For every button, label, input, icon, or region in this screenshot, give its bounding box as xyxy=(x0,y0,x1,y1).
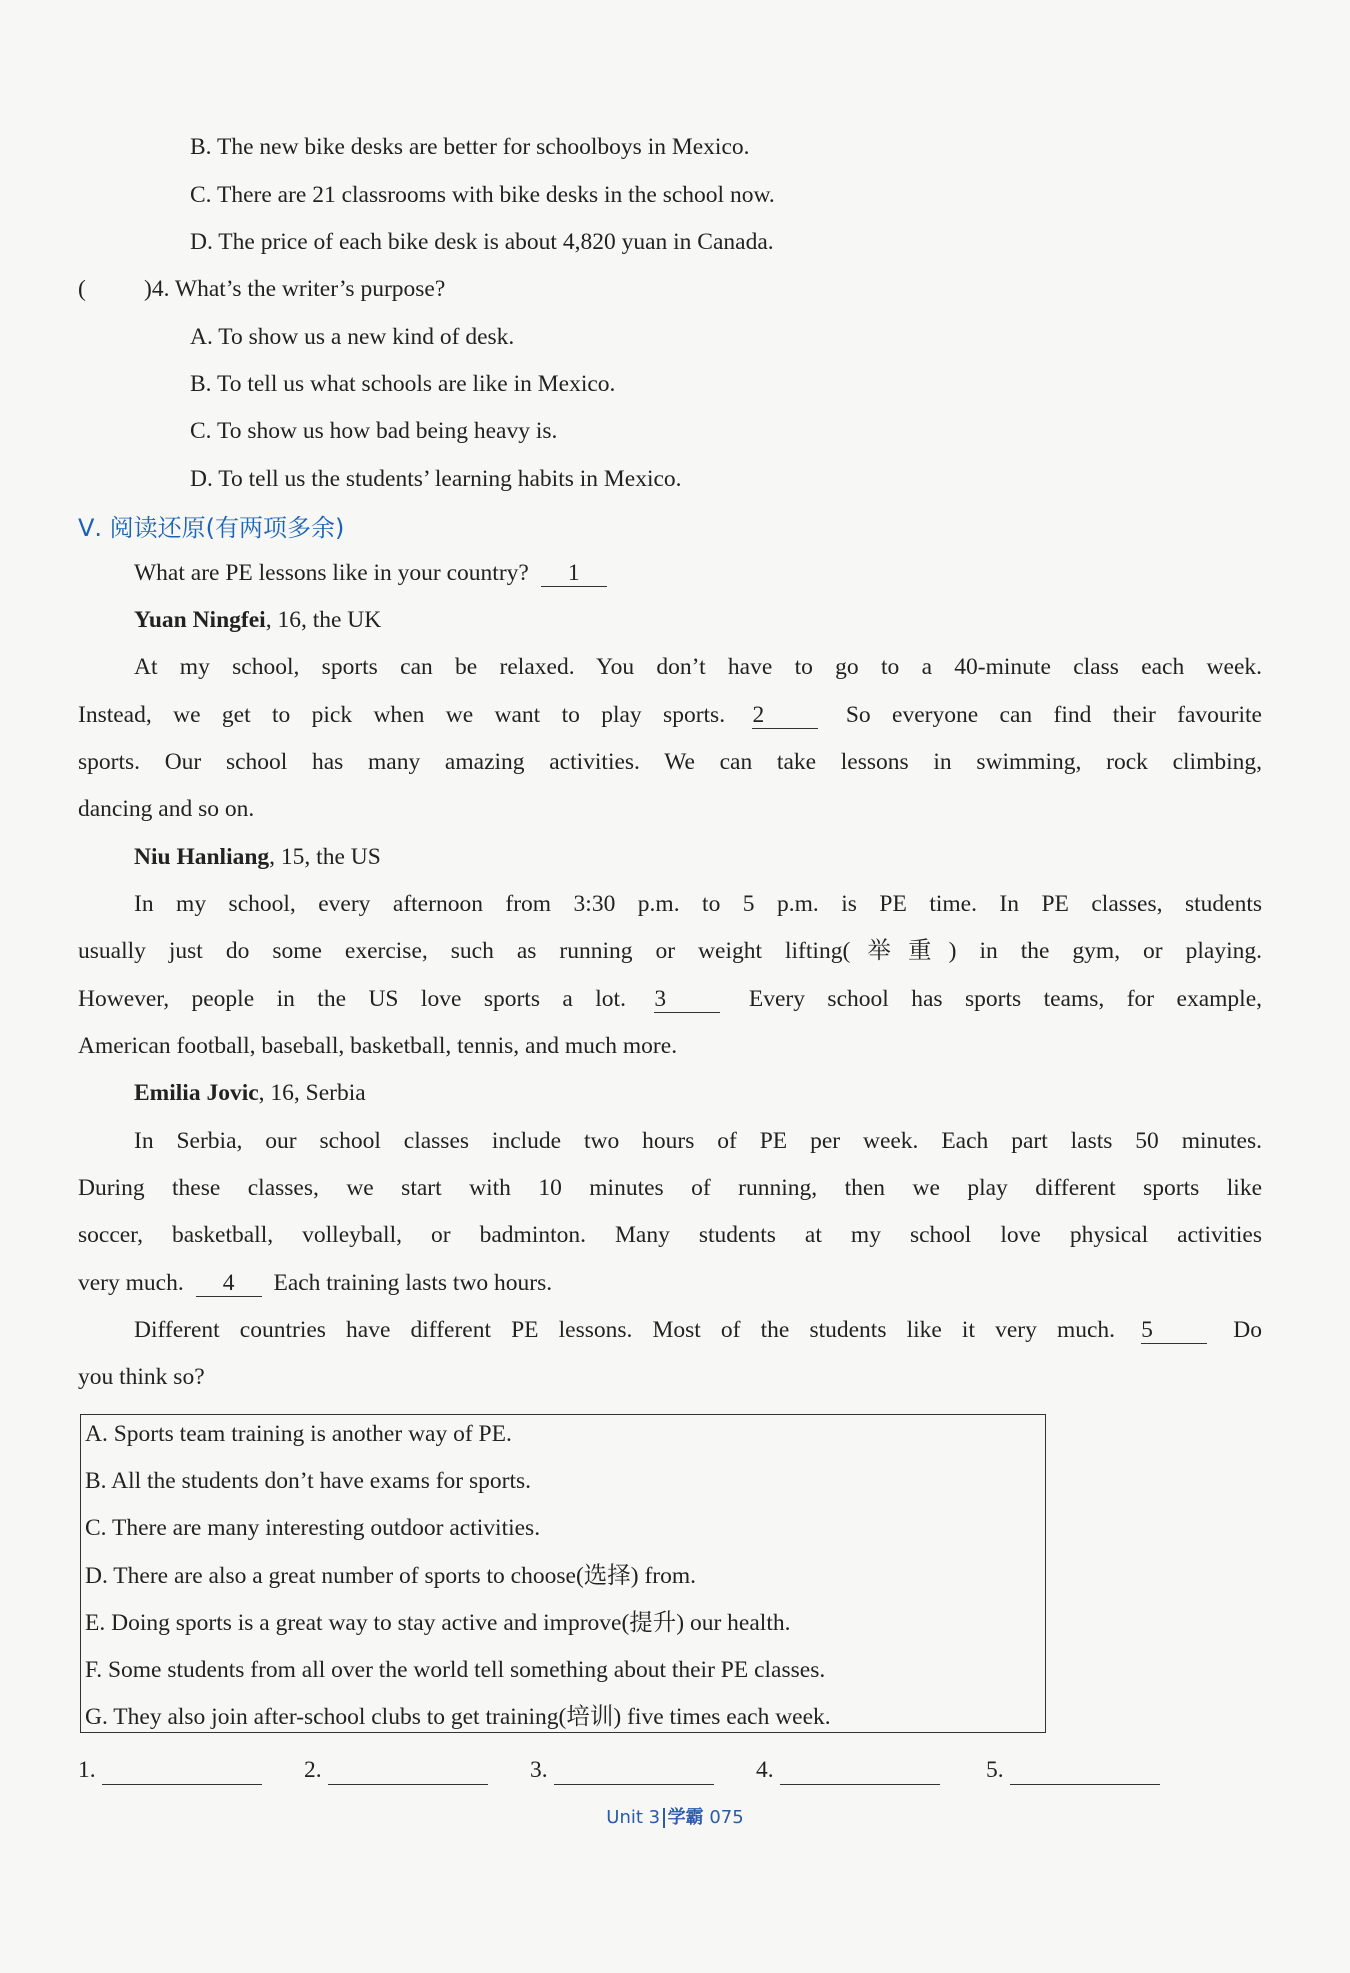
blank-3[interactable]: 3 xyxy=(654,986,720,1013)
speaker-2-name: Niu Hanliang xyxy=(134,844,270,870)
answer-5[interactable]: 5. xyxy=(986,1755,1160,1785)
speaker-1-name: Yuan Ningfei xyxy=(134,607,266,633)
answer-1-line[interactable] xyxy=(102,1758,262,1785)
choice-c: C. There are many interesting outdoor activities. xyxy=(85,1515,541,1541)
speaker-1 xyxy=(134,605,381,635)
answer-3-line[interactable] xyxy=(554,1758,714,1785)
prev-option-b: B. The new bike desks are better for schoolboys in Mexico. xyxy=(190,134,750,160)
speaker-2-info: , 15, the US xyxy=(269,844,381,870)
speaker-3-info: , 16, Serbia xyxy=(258,1080,366,1106)
answer-1[interactable]: 1. xyxy=(78,1755,262,1785)
para-3-line-2: During these classes, we start with 10 minutes of running, then we play different sports like xyxy=(78,1175,1262,1201)
choice-b: B. All the students don’t have exams for sports. xyxy=(85,1468,532,1494)
para-3-line-3: soccer, basketball, volleyball, or badminton. Many students at my school love physical activities xyxy=(78,1222,1262,1248)
blank-4[interactable]: 4 xyxy=(196,1270,262,1297)
speaker-1-info: , 16, the UK xyxy=(265,607,382,633)
choice-e: E. Doing sports is a great way to stay active and improve(提升) our health. xyxy=(85,1610,791,1636)
intro-text: What are PE lessons like in your country? xyxy=(134,560,529,586)
question-4 xyxy=(78,274,445,304)
answer-3[interactable]: 3. xyxy=(530,1755,714,1785)
para-2-line-3: However, people in the US love sports a lot. 3 Every school has sports teams, for example, xyxy=(78,986,1263,1012)
speaker-3-name: Emilia Jovic xyxy=(134,1080,259,1106)
para-1-line-2: Instead, we get to pick when we want to play sports. 2 So everyone can find their favourite xyxy=(78,702,1262,728)
q4-option-c: C. To show us how bad being heavy is. xyxy=(190,418,558,444)
choice-a: A. Sports team training is another way of PE. xyxy=(85,1421,512,1447)
choices-box xyxy=(80,1414,1046,1733)
para-3-line-1: In Serbia, our school classes include two hours of PE per week. Each part lasts 50 minutes. xyxy=(134,1128,1262,1154)
answer-paren[interactable]: ( xyxy=(78,276,86,302)
speaker-2 xyxy=(134,842,381,872)
section-title: Ⅴ. 阅读还原(有两项多余) xyxy=(78,514,345,542)
answer-2-line[interactable] xyxy=(328,1758,488,1785)
choice-d: D. There are also a great number of sports to choose(选择) from. xyxy=(85,1563,697,1589)
footer-unit: Unit 3 xyxy=(606,1807,661,1828)
question-4-stem: )4. What’s the writer’s purpose? xyxy=(144,276,446,302)
prev-option-c: C. There are 21 classrooms with bike desks in the school now. xyxy=(190,182,775,208)
para-3-line-4: very much. 4 Each training lasts two hours. xyxy=(78,1270,553,1296)
page-number: 075 xyxy=(709,1807,744,1828)
para-2-line-2: usually just do some exercise, such as running or weight lifting(举重) in the gym, or playing. xyxy=(78,938,1262,964)
choice-f: F. Some students from all over the world tell something about their PE classes. xyxy=(85,1657,826,1683)
intro-line xyxy=(134,558,613,588)
footer-divider xyxy=(663,1808,665,1828)
q4-option-a: A. To show us a new kind of desk. xyxy=(190,324,515,350)
para-1-line-4: dancing and so on. xyxy=(78,796,255,822)
speaker-3 xyxy=(134,1078,366,1108)
footer-brand: 学霸 xyxy=(667,1807,704,1828)
answer-4-line[interactable] xyxy=(780,1758,940,1785)
q4-option-d: D. To tell us the students’ learning habits in Mexico. xyxy=(190,466,682,492)
prev-option-d: D. The price of each bike desk is about 4,820 yuan in Canada. xyxy=(190,229,774,255)
blank-1[interactable]: 1 xyxy=(541,560,607,587)
blank-2[interactable]: 2 xyxy=(752,702,818,729)
para-4-line-2: you think so? xyxy=(78,1364,205,1390)
answer-2[interactable]: 2. xyxy=(304,1755,488,1785)
page-footer xyxy=(0,1803,1350,1829)
blank-5[interactable]: 5 xyxy=(1141,1317,1207,1344)
para-2-line-4: American football, baseball, basketball, tennis, and much more. xyxy=(78,1033,678,1059)
answer-5-line[interactable] xyxy=(1010,1758,1160,1785)
para-1-line-1: At my school, sports can be relaxed. You don’t have to go to a 40-minute class each week. xyxy=(134,654,1262,680)
q4-option-b: B. To tell us what schools are like in Mexico. xyxy=(190,371,616,397)
para-4-line-1: Different countries have different PE lessons. Most of the students like it very much. 5 Do xyxy=(134,1317,1262,1343)
answer-4[interactable]: 4. xyxy=(756,1755,940,1785)
choice-g: G. They also join after-school clubs to get training(培训) five times each week. xyxy=(85,1704,831,1730)
para-1-line-3: sports. Our school has many amazing activities. We can take lessons in swimming, rock climbing, xyxy=(78,749,1262,775)
para-2-line-1: In my school, every afternoon from 3:30 p.m. to 5 p.m. is PE time. In PE classes, students xyxy=(134,891,1262,917)
